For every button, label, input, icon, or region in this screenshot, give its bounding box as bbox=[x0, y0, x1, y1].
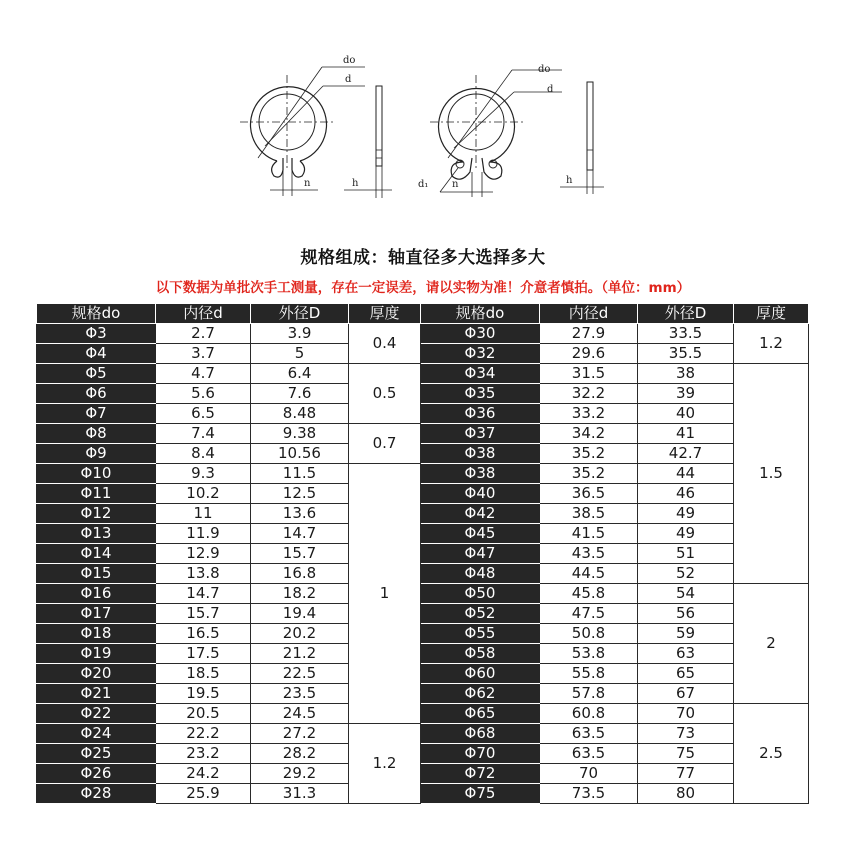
outer-diameter-cell: 39 bbox=[638, 384, 734, 404]
outer-diameter-cell: 80 bbox=[638, 784, 734, 804]
outer-diameter-cell: 63 bbox=[638, 644, 734, 664]
outer-diameter-cell: 56 bbox=[638, 604, 734, 624]
table-row bbox=[37, 724, 809, 744]
table-row bbox=[37, 524, 809, 544]
table-row bbox=[37, 764, 809, 784]
inner-diameter-cell: 20.5 bbox=[156, 704, 251, 724]
inner-diameter-cell: 35.2 bbox=[540, 444, 638, 464]
spec-cell: Φ10 bbox=[37, 464, 156, 484]
right-label-n: n bbox=[452, 179, 459, 190]
inner-diameter-cell: 11.9 bbox=[156, 524, 251, 544]
spec-cell: Φ58 bbox=[421, 644, 540, 664]
table-row bbox=[37, 544, 809, 564]
outer-diameter-cell: 46 bbox=[638, 484, 734, 504]
outer-diameter-cell: 41 bbox=[638, 424, 734, 444]
inner-diameter-cell: 47.5 bbox=[540, 604, 638, 624]
outer-diameter-cell: 40 bbox=[638, 404, 734, 424]
table-row bbox=[37, 484, 809, 504]
inner-diameter-cell: 8.4 bbox=[156, 444, 251, 464]
outer-diameter-cell: 52 bbox=[638, 564, 734, 584]
outer-diameter-cell: 28.2 bbox=[251, 744, 349, 764]
spec-cell: Φ47 bbox=[421, 544, 540, 564]
inner-diameter-cell: 18.5 bbox=[156, 664, 251, 684]
inner-diameter-cell: 3.7 bbox=[156, 344, 251, 364]
spec-cell: Φ30 bbox=[421, 324, 540, 344]
right-circlip-drawing bbox=[430, 70, 604, 197]
spec-cell: Φ24 bbox=[37, 724, 156, 744]
inner-diameter-cell: 45.8 bbox=[540, 584, 638, 604]
inner-diameter-cell: 33.2 bbox=[540, 404, 638, 424]
outer-diameter-cell: 59 bbox=[638, 624, 734, 644]
table-row bbox=[37, 404, 809, 424]
circlip-diagram bbox=[0, 0, 846, 215]
thickness-cell: 2 bbox=[734, 584, 809, 704]
spec-cell: Φ48 bbox=[421, 564, 540, 584]
inner-diameter-cell: 11 bbox=[156, 504, 251, 524]
outer-diameter-cell: 51 bbox=[638, 544, 734, 564]
spec-cell: Φ16 bbox=[37, 584, 156, 604]
table-row bbox=[37, 324, 809, 344]
spec-table-body bbox=[37, 324, 809, 804]
right-label-d: d bbox=[547, 84, 554, 95]
spec-cell: Φ70 bbox=[421, 744, 540, 764]
inner-diameter-cell: 24.2 bbox=[156, 764, 251, 784]
outer-diameter-cell: 9.38 bbox=[251, 424, 349, 444]
table-row bbox=[37, 644, 809, 664]
spec-cell: Φ14 bbox=[37, 544, 156, 564]
left-circlip-drawing bbox=[240, 67, 392, 198]
outer-diameter-cell: 49 bbox=[638, 524, 734, 544]
spec-cell: Φ4 bbox=[37, 344, 156, 364]
spec-cell: Φ26 bbox=[37, 764, 156, 784]
spec-table bbox=[36, 303, 809, 804]
right-label-h: h bbox=[566, 175, 573, 186]
outer-diameter-cell: 75 bbox=[638, 744, 734, 764]
outer-diameter-cell: 29.2 bbox=[251, 764, 349, 784]
outer-diameter-cell: 23.5 bbox=[251, 684, 349, 704]
thickness-cell: 1.2 bbox=[734, 324, 809, 364]
outer-diameter-cell: 14.7 bbox=[251, 524, 349, 544]
spec-cell: Φ11 bbox=[37, 484, 156, 504]
thickness-cell: 1 bbox=[349, 464, 421, 724]
outer-diameter-cell: 11.5 bbox=[251, 464, 349, 484]
spec-cell: Φ9 bbox=[37, 444, 156, 464]
spec-cell: Φ15 bbox=[37, 564, 156, 584]
table-row bbox=[37, 344, 809, 364]
spec-cell: Φ22 bbox=[37, 704, 156, 724]
outer-diameter-cell: 49 bbox=[638, 504, 734, 524]
right-label-d1: d₁ bbox=[418, 179, 429, 190]
spec-cell: Φ19 bbox=[37, 644, 156, 664]
inner-diameter-cell: 55.8 bbox=[540, 664, 638, 684]
spec-cell: Φ72 bbox=[421, 764, 540, 784]
outer-diameter-cell: 6.4 bbox=[251, 364, 349, 384]
outer-diameter-cell: 18.2 bbox=[251, 584, 349, 604]
outer-diameter-cell: 27.2 bbox=[251, 724, 349, 744]
outer-diameter-cell: 8.48 bbox=[251, 404, 349, 424]
spec-cell: Φ62 bbox=[421, 684, 540, 704]
spec-cell: Φ40 bbox=[421, 484, 540, 504]
inner-diameter-cell: 73.5 bbox=[540, 784, 638, 804]
thickness-cell: 1.2 bbox=[349, 724, 421, 804]
spec-cell: Φ37 bbox=[421, 424, 540, 444]
spec-cell: Φ7 bbox=[37, 404, 156, 424]
outer-diameter-cell: 73 bbox=[638, 724, 734, 744]
outer-diameter-cell: 24.5 bbox=[251, 704, 349, 724]
spec-cell: Φ21 bbox=[37, 684, 156, 704]
spec-cell: Φ45 bbox=[421, 524, 540, 544]
inner-diameter-cell: 44.5 bbox=[540, 564, 638, 584]
thickness-cell: 1.5 bbox=[734, 364, 809, 584]
inner-diameter-cell: 41.5 bbox=[540, 524, 638, 544]
outer-diameter-cell: 21.2 bbox=[251, 644, 349, 664]
inner-diameter-cell: 36.5 bbox=[540, 484, 638, 504]
inner-diameter-cell: 23.2 bbox=[156, 744, 251, 764]
outer-diameter-cell: 19.4 bbox=[251, 604, 349, 624]
outer-diameter-cell: 12.5 bbox=[251, 484, 349, 504]
outer-diameter-cell: 7.6 bbox=[251, 384, 349, 404]
inner-diameter-cell: 12.9 bbox=[156, 544, 251, 564]
left-label-h: h bbox=[352, 178, 359, 189]
table-row bbox=[37, 504, 809, 524]
inner-diameter-cell: 60.8 bbox=[540, 704, 638, 724]
outer-diameter-cell: 15.7 bbox=[251, 544, 349, 564]
table-row bbox=[37, 584, 809, 604]
table-row bbox=[37, 424, 809, 444]
thickness-cell: 0.4 bbox=[349, 324, 421, 364]
inner-diameter-cell: 29.6 bbox=[540, 344, 638, 364]
outer-diameter-cell: 54 bbox=[638, 584, 734, 604]
header-spec-left: 规格do bbox=[37, 304, 156, 324]
spec-cell: Φ38 bbox=[421, 444, 540, 464]
outer-diameter-cell: 33.5 bbox=[638, 324, 734, 344]
outer-diameter-cell: 42.7 bbox=[638, 444, 734, 464]
table-row bbox=[37, 564, 809, 584]
table-row bbox=[37, 624, 809, 644]
table-header-row bbox=[37, 304, 809, 324]
spec-cell: Φ12 bbox=[37, 504, 156, 524]
spec-cell: Φ17 bbox=[37, 604, 156, 624]
inner-diameter-cell: 16.5 bbox=[156, 624, 251, 644]
header-outer-right: 外径D bbox=[638, 304, 734, 324]
table-row bbox=[37, 604, 809, 624]
outer-diameter-cell: 3.9 bbox=[251, 324, 349, 344]
outer-diameter-cell: 77 bbox=[638, 764, 734, 784]
spec-cell: Φ60 bbox=[421, 664, 540, 684]
outer-diameter-cell: 44 bbox=[638, 464, 734, 484]
inner-diameter-cell: 14.7 bbox=[156, 584, 251, 604]
left-label-d: d bbox=[345, 74, 352, 85]
page-title: 规格组成：轴直径多大选择多大 bbox=[300, 248, 546, 268]
inner-diameter-cell: 50.8 bbox=[540, 624, 638, 644]
inner-diameter-cell: 38.5 bbox=[540, 504, 638, 524]
inner-diameter-cell: 5.6 bbox=[156, 384, 251, 404]
inner-diameter-cell: 32.2 bbox=[540, 384, 638, 404]
inner-diameter-cell: 15.7 bbox=[156, 604, 251, 624]
outer-diameter-cell: 13.6 bbox=[251, 504, 349, 524]
outer-diameter-cell: 20.2 bbox=[251, 624, 349, 644]
thickness-cell: 2.5 bbox=[734, 704, 809, 804]
inner-diameter-cell: 70 bbox=[540, 764, 638, 784]
inner-diameter-cell: 7.4 bbox=[156, 424, 251, 444]
spec-cell: Φ28 bbox=[37, 784, 156, 804]
right-label-do: do bbox=[538, 64, 551, 75]
inner-diameter-cell: 27.9 bbox=[540, 324, 638, 344]
inner-diameter-cell: 10.2 bbox=[156, 484, 251, 504]
inner-diameter-cell: 34.2 bbox=[540, 424, 638, 444]
table-row bbox=[37, 684, 809, 704]
outer-diameter-cell: 70 bbox=[638, 704, 734, 724]
outer-diameter-cell: 16.8 bbox=[251, 564, 349, 584]
spec-cell: Φ38 bbox=[421, 464, 540, 484]
outer-diameter-cell: 67 bbox=[638, 684, 734, 704]
inner-diameter-cell: 57.8 bbox=[540, 684, 638, 704]
header-thickness-right: 厚度 bbox=[734, 304, 809, 324]
inner-diameter-cell: 25.9 bbox=[156, 784, 251, 804]
inner-diameter-cell: 17.5 bbox=[156, 644, 251, 664]
spec-cell: Φ25 bbox=[37, 744, 156, 764]
thickness-cell: 0.7 bbox=[349, 424, 421, 464]
left-label-do: do bbox=[343, 55, 356, 66]
spec-cell: Φ50 bbox=[421, 584, 540, 604]
spec-cell: Φ18 bbox=[37, 624, 156, 644]
inner-diameter-cell: 19.5 bbox=[156, 684, 251, 704]
inner-diameter-cell: 9.3 bbox=[156, 464, 251, 484]
inner-diameter-cell: 4.7 bbox=[156, 364, 251, 384]
spec-cell: Φ68 bbox=[421, 724, 540, 744]
spec-cell: Φ3 bbox=[37, 324, 156, 344]
inner-diameter-cell: 22.2 bbox=[156, 724, 251, 744]
header-spec-right: 规格do bbox=[421, 304, 540, 324]
measurement-note: 以下数据为单批次手工测量，存在一定误差，请以实物为准！介意者慎拍。（单位：mm） bbox=[155, 280, 691, 296]
outer-diameter-cell: 22.5 bbox=[251, 664, 349, 684]
outer-diameter-cell: 31.3 bbox=[251, 784, 349, 804]
spec-cell: Φ32 bbox=[421, 344, 540, 364]
spec-cell: Φ42 bbox=[421, 504, 540, 524]
inner-diameter-cell: 43.5 bbox=[540, 544, 638, 564]
spec-cell: Φ34 bbox=[421, 364, 540, 384]
table-row bbox=[37, 364, 809, 384]
table-row bbox=[37, 664, 809, 684]
spec-cell: Φ55 bbox=[421, 624, 540, 644]
left-label-n: n bbox=[304, 178, 311, 189]
header-inner-left: 内径d bbox=[156, 304, 251, 324]
table-row bbox=[37, 704, 809, 724]
inner-diameter-cell: 2.7 bbox=[156, 324, 251, 344]
header-inner-right: 内径d bbox=[540, 304, 638, 324]
spec-cell: Φ8 bbox=[37, 424, 156, 444]
outer-diameter-cell: 65 bbox=[638, 664, 734, 684]
spec-cell: Φ5 bbox=[37, 364, 156, 384]
inner-diameter-cell: 31.5 bbox=[540, 364, 638, 384]
spec-cell: Φ65 bbox=[421, 704, 540, 724]
spec-cell: Φ6 bbox=[37, 384, 156, 404]
thickness-cell: 0.5 bbox=[349, 364, 421, 424]
inner-diameter-cell: 35.2 bbox=[540, 464, 638, 484]
table-row bbox=[37, 384, 809, 404]
spec-cell: Φ36 bbox=[421, 404, 540, 424]
header-outer-left: 外径D bbox=[251, 304, 349, 324]
table-row bbox=[37, 784, 809, 804]
outer-diameter-cell: 10.56 bbox=[251, 444, 349, 464]
spec-cell: Φ20 bbox=[37, 664, 156, 684]
header-thickness-left: 厚度 bbox=[349, 304, 421, 324]
spec-cell: Φ13 bbox=[37, 524, 156, 544]
table-row bbox=[37, 744, 809, 764]
table-row bbox=[37, 444, 809, 464]
inner-diameter-cell: 53.8 bbox=[540, 644, 638, 664]
spec-cell: Φ52 bbox=[421, 604, 540, 624]
inner-diameter-cell: 63.5 bbox=[540, 744, 638, 764]
inner-diameter-cell: 6.5 bbox=[156, 404, 251, 424]
table-row bbox=[37, 464, 809, 484]
outer-diameter-cell: 5 bbox=[251, 344, 349, 364]
inner-diameter-cell: 13.8 bbox=[156, 564, 251, 584]
outer-diameter-cell: 38 bbox=[638, 364, 734, 384]
spec-cell: Φ75 bbox=[421, 784, 540, 804]
outer-diameter-cell: 35.5 bbox=[638, 344, 734, 364]
inner-diameter-cell: 63.5 bbox=[540, 724, 638, 744]
spec-cell: Φ35 bbox=[421, 384, 540, 404]
